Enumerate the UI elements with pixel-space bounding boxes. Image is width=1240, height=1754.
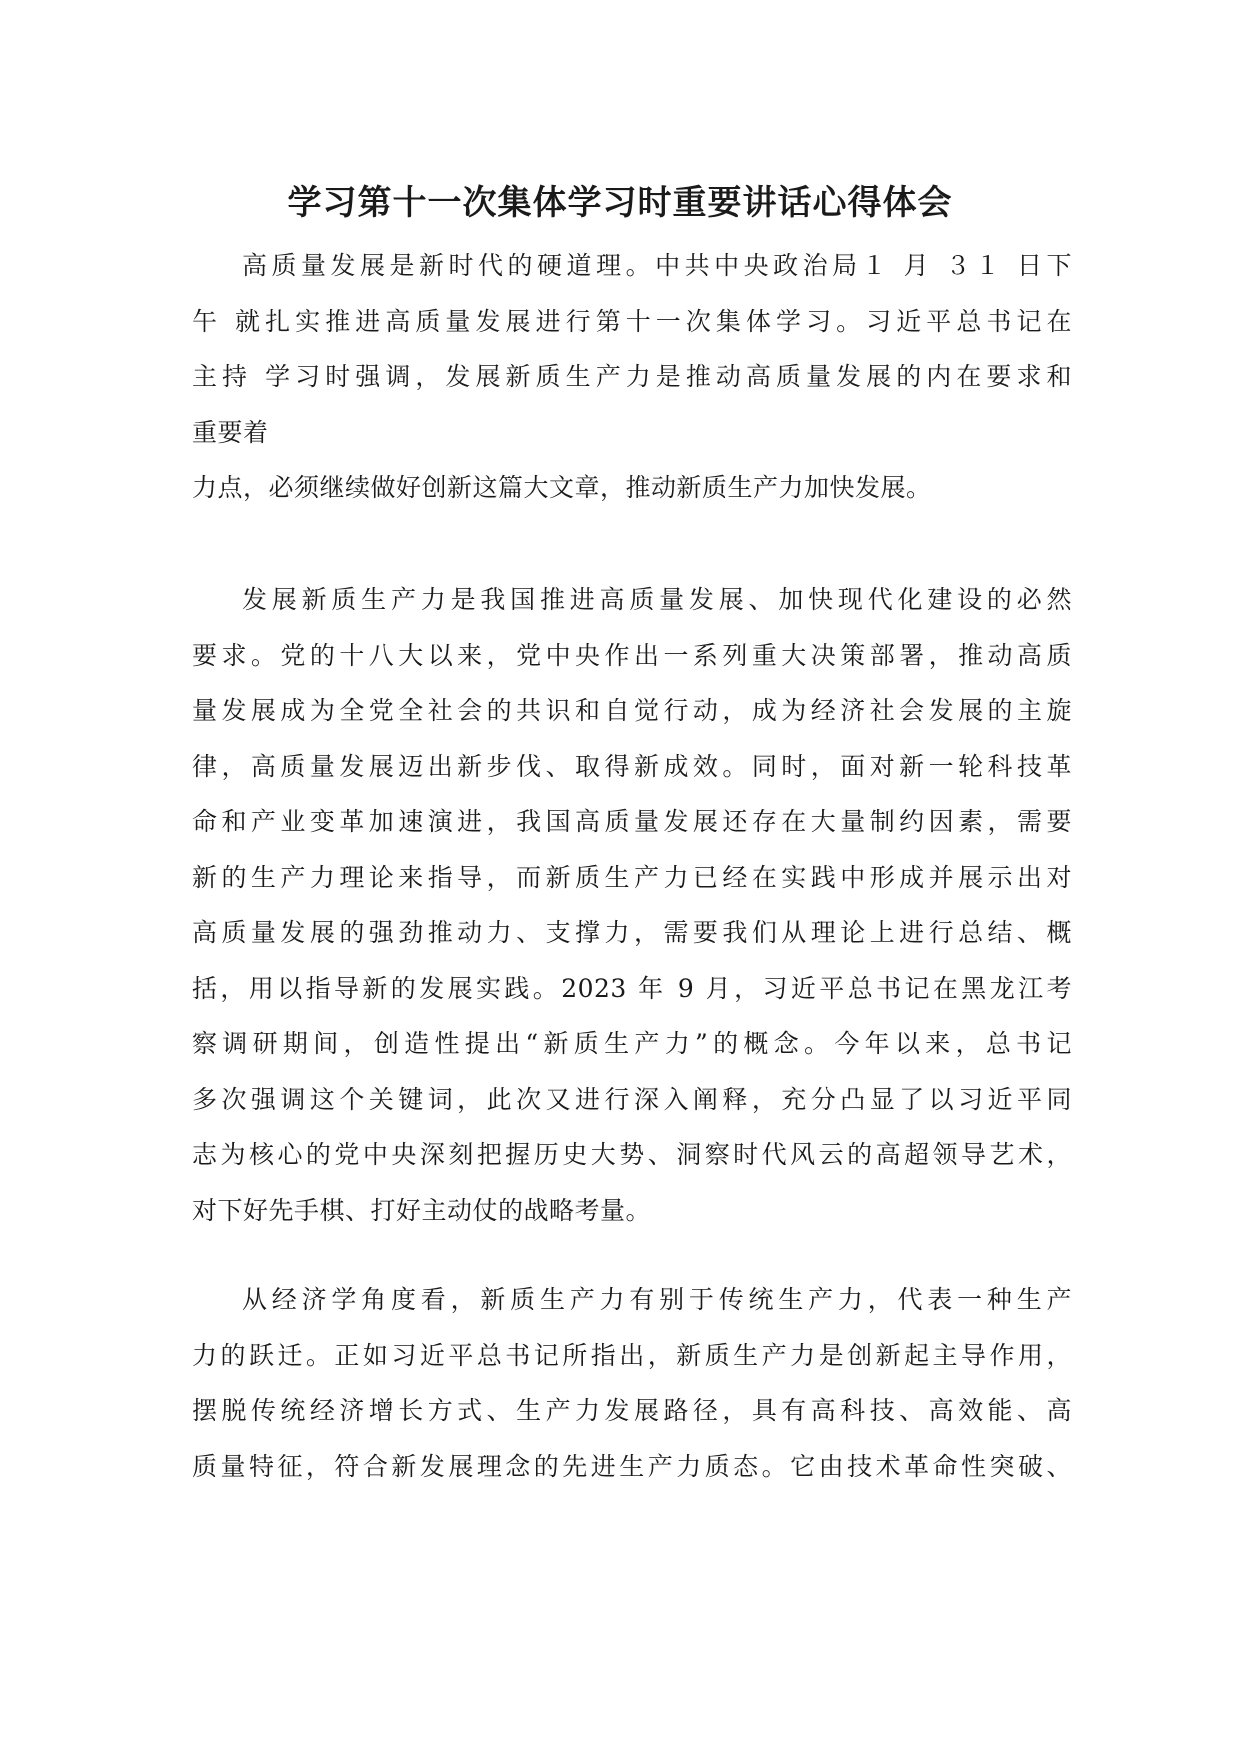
text-line: 命和产业变革加速演进，我国高质量发展还存在大量制约因素，需要 <box>192 807 1072 836</box>
text-line: 质量特征，符合新发展理念的先进生产力质态。它由技术革命性突破、 <box>192 1451 1072 1481</box>
text-line: 高质量发展是新时代的硬道理。中共中央政治局１ 月 ３１ 日下 <box>242 251 1072 280</box>
paragraph-3 <box>192 1272 1072 1494</box>
text-line: 察调研期间，创造性提出“新质生产力”的概念。今年以来，总书记 <box>192 1029 1072 1058</box>
text-line: 括，用以指导新的发展实践。2023 年 9 月，习近平总书记在黑龙江考 <box>192 973 1072 1003</box>
text-line: 从经济学角度看，新质生产力有别于传统生产力，代表一种生产 <box>242 1285 1072 1314</box>
text-line: 重要着 <box>192 417 269 447</box>
text-line: 摆脱传统经济增长方式、生产力发展路径，具有高科技、高效能、高 <box>192 1396 1072 1425</box>
text-line: 力点，必须继续做好创新这篇大文章，推动新质生产力加快发展。 <box>192 473 932 502</box>
text-line: 午 就扎实推进高质量发展进行第十一次集体学习。习近平总书记在 <box>192 306 1072 336</box>
text-line: 要求。党的十八大以来，党中央作出一系列重大决策部署，推动高质 <box>192 640 1072 670</box>
text-line: 力的跃迁。正如习近平总书记所指出，新质生产力是创新起主导作用， <box>192 1340 1072 1370</box>
text-line: 新的生产力理论来指导，而新质生产力已经在实践中形成并展示出对 <box>192 862 1072 892</box>
text-line: 高质量发展的强劲推动力、支撑力，需要我们从理论上进行总结、概 <box>192 918 1072 947</box>
text-line: 律，高质量发展迈出新步伐、取得新成效。同时，面对新一轮科技革 <box>192 751 1072 781</box>
paragraph-1 <box>192 238 1072 516</box>
text-line: 量发展成为全党全社会的共识和自觉行动，成为经济社会发展的主旋 <box>192 696 1072 725</box>
text-line: 发展新质生产力是我国推进高质量发展、加快现代化建设的必然 <box>242 585 1072 614</box>
document-title: 学习第十一次集体学习时重要讲话心得体会 <box>287 183 953 223</box>
text-line: 志为核心的党中央深刻把握历史大势、洞察时代风云的高超领导艺术， <box>192 1140 1072 1169</box>
text-line: 对下好先手棋、打好主动仗的战略考量。 <box>192 1195 652 1225</box>
text-line: 多次强调这个关键词，此次又进行深入阐释，充分凸显了以习近平同 <box>192 1084 1072 1114</box>
text-line: 主持 学习时强调，发展新质生产力是推动高质量发展的内在要求和 <box>192 362 1072 391</box>
paragraph-2 <box>192 572 1072 1238</box>
